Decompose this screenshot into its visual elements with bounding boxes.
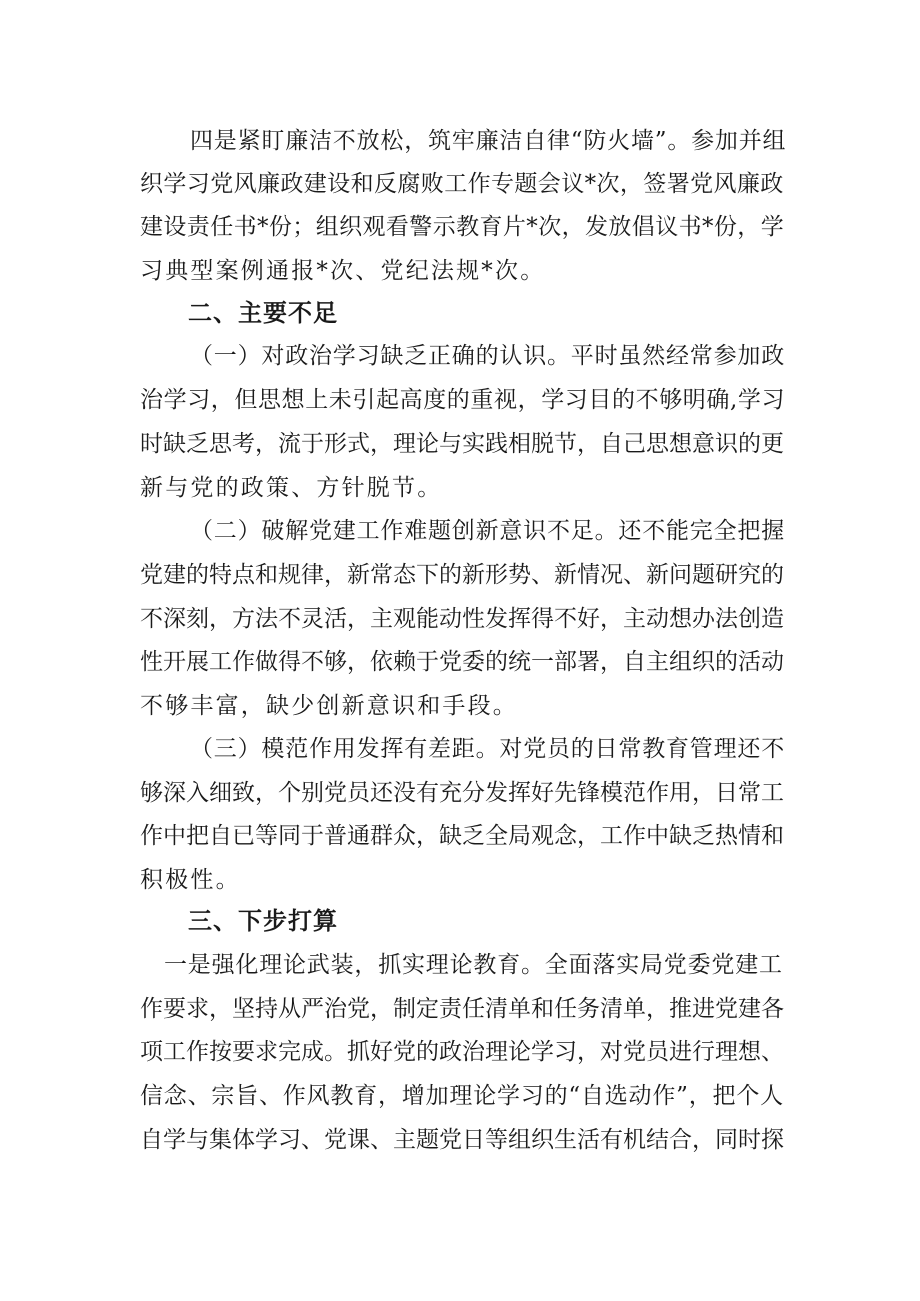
paragraph-line: 性开展工作做得不够，依赖于党委的统一部署，自主组织的活动 (140, 649, 784, 675)
section-heading: 三、下步打算 (188, 907, 338, 935)
paragraph-line: 不深刻，方法不灵活，主观能动性发挥得不好，主动想办法创造 (140, 606, 784, 632)
paragraph-line: 习典型案例通报*次、党纪法规*次。 (140, 258, 546, 284)
paragraph-line: （一）对政治学习缺乏正确的认识。平时虽然经常参加政 (190, 343, 785, 369)
paragraph-line: 织学习党风廉政建设和反腐败工作专题会议*次，签署党风廉政 (140, 171, 784, 197)
paragraph-line: 作中把自已等同于普通群众，缺乏全局观念，工作中缺乏热情和 (140, 823, 784, 849)
paragraph-line: 够深入细致，个别党员还没有充分发挥好先锋模范作用，日常工 (140, 780, 784, 806)
paragraph-line: 时缺乏思考，流于形式，理论与实践相脱节，自己思想意识的更 (140, 431, 784, 457)
paragraph-line: 信念、宗旨、作风教育，增加理论学习的“自选动作”，把个人 (140, 1083, 784, 1109)
paragraph-line: 党建的特点和规律，新常态下的新形势、新情况、新问题研究的 (140, 562, 784, 588)
paragraph-line: 四是紧盯廉洁不放松，筑牢廉洁自律“防火墙”。参加并组 (190, 128, 787, 154)
paragraph-line: 新与党的政策、方针脱节。 (140, 475, 443, 501)
paragraph-line: （三）模范作用发挥有差距。对党员的日常教育管理还不 (190, 736, 785, 762)
paragraph-line: 自学与集体学习、党课、主题党日等组织生活有机结合，同时探 (140, 1127, 784, 1153)
paragraph-line: 治学习，但思想上未引起高度的重视，学习目的不够明确,学习 (140, 387, 786, 413)
paragraph-line: 积极性。 (140, 867, 241, 893)
paragraph-line: 项工作按要求完成。抓好党的政治理论学习，对党员进行理想、 (140, 1039, 784, 1065)
paragraph-line: 一是强化理论武装，抓实理论教育。全面落实局党委党建工 (164, 952, 783, 978)
paragraph-line: （二）破解党建工作难题创新意识不足。还不能完全把握 (190, 518, 785, 544)
paragraph-line: 作要求，坚持从严治党，制定责任清单和任务清单，推进党建各 (140, 996, 784, 1022)
section-heading: 二、主要不足 (188, 299, 338, 327)
paragraph-line: 不够丰富，缺少创新意识和手段。 (140, 693, 518, 719)
paragraph-line: 建设责任书*份；组织观看警示教育片*次，发放倡议书*份，学 (140, 214, 785, 240)
